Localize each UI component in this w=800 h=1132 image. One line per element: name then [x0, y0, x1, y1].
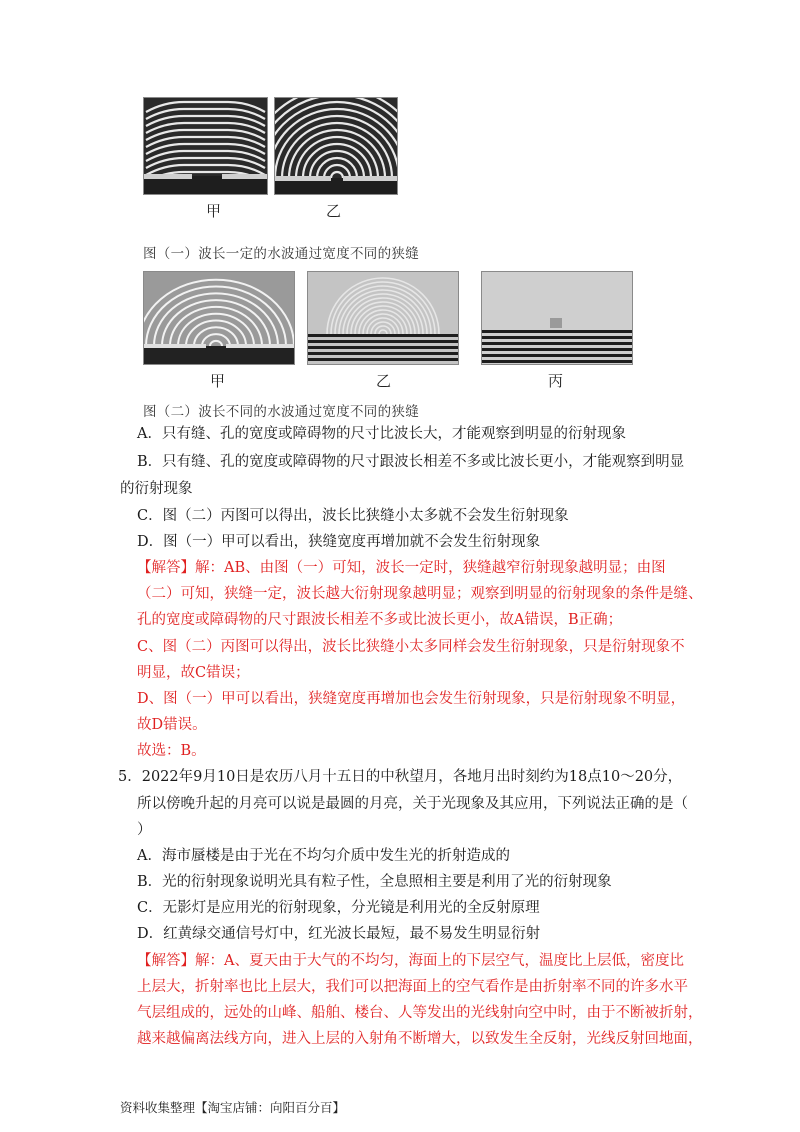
- q4-option-d: D．图（一）甲可以看出，狭缝宽度再增加就不会发生衍射现象: [137, 534, 541, 550]
- figure2-label-right: 丙: [548, 372, 564, 390]
- q5-stem-line-2: 所以傍晚升起的月亮可以说是最圆的月亮，关于光现象及其应用，下列说法正确的是（: [137, 796, 688, 812]
- q4-option-b-cont: 的衍射现象: [120, 481, 193, 497]
- q4-option-b: B．只有缝、孔的宽度或障碍物的尺寸跟波长相差不多或比波长更小，才能观察到明显: [137, 454, 685, 470]
- q4-answer-line-8: 故选：B。: [137, 743, 206, 759]
- q5-stem-line-3: ）: [137, 822, 152, 838]
- q4-answer-line-4: C、图（二）丙图可以得出，波长比狭缝小太多同样会发生衍射现象，只是衍射现象不: [137, 639, 685, 655]
- figure2-label-mid: 乙: [376, 372, 392, 390]
- q5-option-d: D．红黄绿交通信号灯中，红光波长最短，最不易发生明显衍射: [137, 926, 541, 942]
- figure1-caption: 图（一）波长一定的水波通过宽度不同的狭缝: [143, 246, 419, 262]
- q4-answer-line-1: 【解答】解：AB、由图（一）可知，波长一定时，狭缝越窄衍射现象越明显；由图: [137, 560, 666, 576]
- figure1-label-left: 甲: [206, 202, 222, 220]
- q5-answer-line-2: 上层大，折射率也比上层大，我们可以把海面上的空气看作是由折射率不同的许多水平: [137, 979, 688, 995]
- q4-answer-line-7: 故D错误。: [137, 717, 207, 733]
- q5-answer-tag: 【解答】: [137, 953, 195, 969]
- figure2-label-left: 甲: [210, 372, 226, 390]
- q4-option-a: A．只有缝、孔的宽度或障碍物的尺寸比波长大，才能观察到明显的衍射现象: [137, 426, 626, 442]
- q5-stem-line-1: 5．2022年9月10日是农历八月十五日的中秋望月，各地月出时刻约为18点10～20分，: [118, 769, 683, 785]
- figure1-photo-left: [143, 97, 268, 195]
- figure2-photo-left: [143, 271, 295, 365]
- q4-answer-line-2: （二）可知，狭缝一定，波长越大衍射现象越明显；观察到明显的衍射现象的条件是缝、: [137, 586, 703, 602]
- figure1-photo-right: [274, 97, 398, 195]
- figure2-photo-mid: [307, 271, 459, 365]
- figure2-photo-right: [481, 271, 633, 365]
- q5-answer-line-1: 【解答】解：A、夏天由于大气的不均匀，海面上的下层空气，温度比上层低，密度比: [137, 953, 684, 969]
- figure2-caption: 图（二）波长不同的水波通过宽度不同的狭缝: [143, 404, 419, 420]
- figure1-label-right: 乙: [326, 202, 342, 220]
- q5-option-a: A．海市蜃楼是由于光在不均匀介质中发生光的折射造成的: [137, 848, 510, 864]
- q5-answer-line-3: 气层组成的，远处的山峰、船舶、楼台、人等发出的光线射向空中时，由于不断被折射，: [137, 1005, 703, 1021]
- q4-option-c: C．图（二）丙图可以得出，波长比狭缝小太多就不会发生衍射现象: [137, 508, 569, 524]
- q4-answer-line-3: 孔的宽度或障碍物的尺寸跟波长相差不多或比波长更小，故A错误，B正确；: [137, 612, 623, 628]
- q4-answer-line-6: D、图（一）甲可以看出，狭缝宽度再增加也会发生衍射现象，只是衍射现象不明显，: [137, 691, 686, 707]
- q5-option-b: B．光的衍射现象说明光具有粒子性，全息照相主要是利用了光的衍射现象: [137, 874, 612, 890]
- page-footer: 资料收集整理【淘宝店铺：向阳百分百】: [120, 1100, 346, 1115]
- q5-option-c: C．无影灯是应用光的衍射现象，分光镜是利用光的全反射原理: [137, 900, 540, 916]
- q4-answer-tag: 【解答】: [137, 560, 195, 576]
- q5-answer-line-4: 越来越偏离法线方向，进入上层的入射角不断增大，以致发生全反射，光线反射回地面，: [137, 1031, 703, 1047]
- q4-answer-line-5: 明显，故C错误；: [137, 665, 250, 681]
